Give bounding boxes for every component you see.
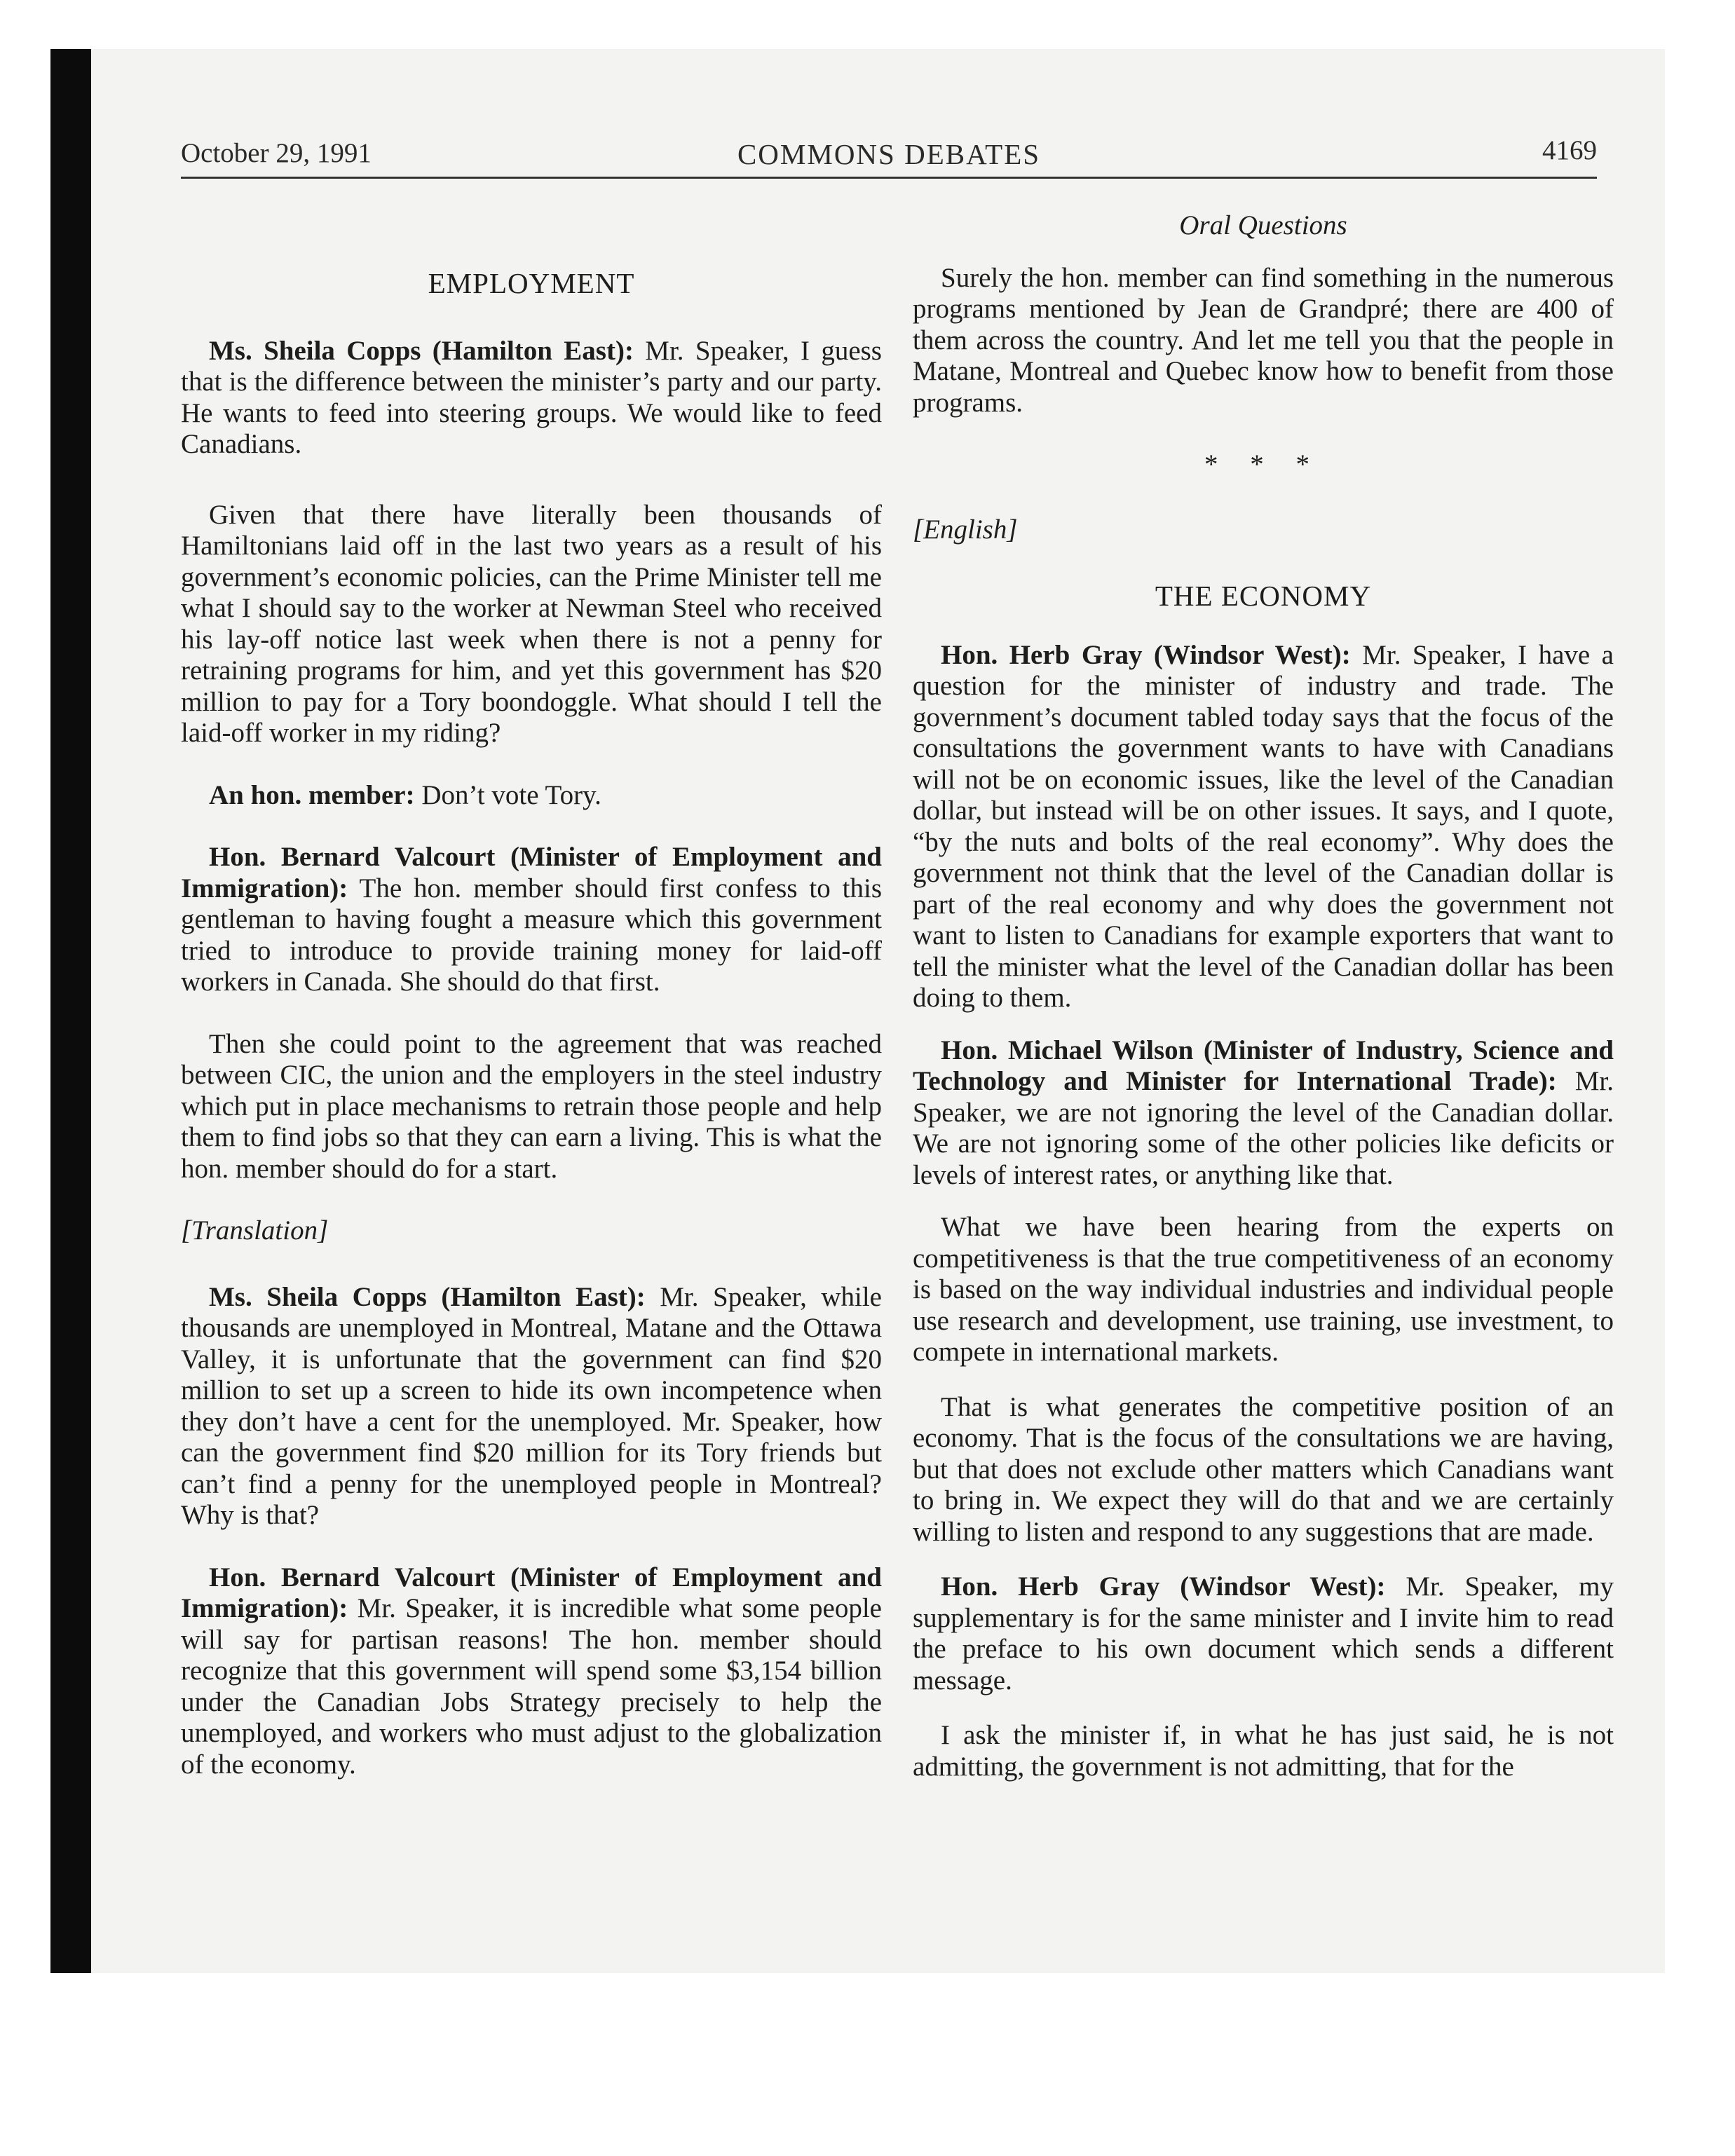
speech-text: Mr. Speaker, we are not ignoring the level of the Canadian dollar. We are not ignoring some of the other policies like deficits or levels of interest rates, or anything like that. xyxy=(913,1066,1614,1190)
paragraph xyxy=(913,1035,1614,1192)
heading-economy: THE ECONOMY xyxy=(1155,580,1372,612)
paragraph: Surely the hon. member can find something in the numerous programs mentioned by Jean de Grandpré; there are 400 of them across the country. And let me tell you that the people in Matane, Montreal and Quebec know how to benefit from those programs. xyxy=(913,262,1614,418)
speech-text: Mr. Speaker, while thousands are unemployed in Montreal, Matane and the Ottawa Valley, it is unfortunate that the government can find $20 million to set up a screen to hide its own incompetence when they don’t have a cent for the unemployed. Mr. Speaker, how can the government find $20 million for its Tory friends but can’t find a penny for the unemployed people in Montreal? Why is that? xyxy=(181,1281,882,1530)
left-column xyxy=(181,210,882,1811)
speaker-name: Hon. Herb Gray (Windsor West): xyxy=(941,1571,1386,1602)
page-header xyxy=(181,135,1597,177)
scan-border xyxy=(50,49,91,1973)
paragraph xyxy=(181,1282,882,1531)
translation-tag: [Translation] xyxy=(181,1215,329,1246)
speaker-name: Hon. Bernard Valcourt (Minister of Employment and Immigration): xyxy=(181,842,882,903)
speech-text: Mr. Speaker, it is incredible what some people will say for partisan reasons! The hon. member should recognize that this government will spend some $3,154 billion under the Canadian Jobs Strategy precisely to help the unemployed, and workers who must adjust to the globalization of the economy. xyxy=(181,1593,882,1780)
section-separator: * * * xyxy=(1204,449,1322,479)
speaker-name: Ms. Sheila Copps (Hamilton East): xyxy=(209,335,634,366)
speaker-name: Hon. Michael Wilson (Minister of Industry, Science and Technology and Minister for International Trade): xyxy=(913,1035,1614,1096)
speaker-name: An hon. member: xyxy=(209,779,415,810)
english-tag: [English] xyxy=(913,514,1018,545)
section-label: Oral Questions xyxy=(1179,210,1347,240)
paragraph: Then she could point to the agreement that was reached between CIC, the union and the employers in the steel industry which put in place mechanisms to retrain those people and help them to find jobs so that they can earn a living. This is what the hon. member should do for a start. xyxy=(181,1028,882,1184)
speech-text: Mr. Speaker, I guess that is the difference between the minister’s party and our party. He wants to feed into steering groups. We would like to feed Canadians. xyxy=(181,335,882,459)
paragraph: What we have been hearing from the experts on competitiveness is that the true competitiveness of an economy is based on the way individual industries and individual people use research and development, use training, use investment, to compete in international markets. xyxy=(913,1212,1614,1367)
heading-employment: EMPLOYMENT xyxy=(428,267,635,299)
speaker-name: Hon. Herb Gray (Windsor West): xyxy=(941,639,1351,670)
paragraph xyxy=(181,842,882,998)
speaker-name: Hon. Bernard Valcourt (Minister of Employment and Immigration): xyxy=(181,1562,882,1623)
right-column xyxy=(913,210,1614,1813)
speaker-name: Ms. Sheila Copps (Hamilton East): xyxy=(209,1281,646,1312)
speech-text: The hon. member should first confess to this gentleman to having fought a measure which this government tried to introduce to provide training money for laid-off workers in Canada. She should do that first. xyxy=(181,873,882,997)
paragraph: That is what generates the competitive position of an economy. That is the focus of the consultations we are having, but that does not exclude other matters which Canadians want to bring in. We expect they will do that and we are certainly willing to listen and respond to any suggestions that are made. xyxy=(913,1391,1614,1547)
paragraph xyxy=(181,336,882,460)
paragraph xyxy=(913,640,1614,1014)
paragraph xyxy=(181,780,882,812)
speech-text: Mr. Speaker, I have a question for the minister of industry and trade. The government’s document tabled today says that the focus of the consultations the government wants to have with Canadians will not be on economic issues, like the level of the Canadian dollar, but instead will be on other issues. It says, and I quote, “by the nuts and bolts of the real economy”. Why does the government not think that the level of the Canadian dollar is part of the real economy and why does the government not want to listen to Canadians for example exporters that want to tell the minister what the level of the Canadian dollar has been doing to them. xyxy=(913,639,1614,1013)
speech-text: Don’t vote Tory. xyxy=(414,779,601,810)
header-title: COMMONS DEBATES xyxy=(737,138,1041,170)
page-number: 4169 xyxy=(1542,135,1597,165)
speech-text: Mr. Speaker, my supplementary is for the same minister and I invite him to read the preface to his own document which sends a different message. xyxy=(913,1571,1614,1696)
header-date: October 29, 1991 xyxy=(181,138,372,168)
paragraph: Given that there have literally been thousands of Hamiltonians laid off in the last two years as a result of his government’s economic policies, can the Prime Minister tell me what I should say to the worker at Newman Steel who received his lay-off notice last week when there is not a penny for retraining programs for him, and yet this government has $20 million to pay for a Tory boondoggle. What should I tell the laid-off worker in my riding? xyxy=(181,499,882,748)
header-rule xyxy=(181,177,1597,179)
paragraph xyxy=(181,1562,882,1781)
paragraph: I ask the minister if, in what he has just said, he is not admitting, the government is not admitting, that for the xyxy=(913,1720,1614,1782)
paragraph xyxy=(913,1571,1614,1696)
